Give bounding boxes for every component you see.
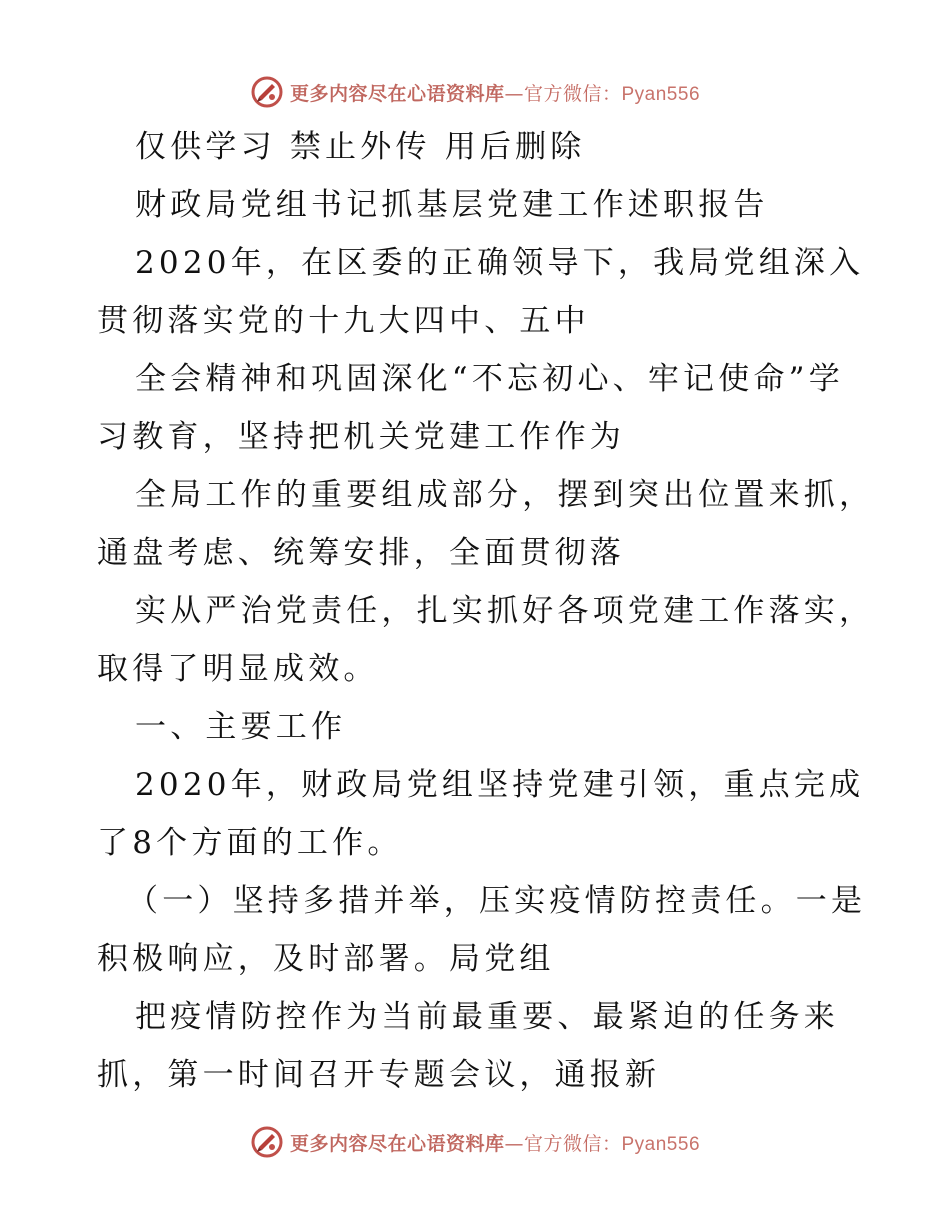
header-watermark bbox=[0, 72, 950, 112]
watermark-main: 更多内容尽在心语资料库 bbox=[289, 82, 505, 105]
watermark-main: 更多内容尽在心语资料库 bbox=[289, 1132, 505, 1155]
notice-line: 仅供学习 禁止外传 用后删除 bbox=[135, 129, 586, 165]
watermark-contact-label: 官方微信： bbox=[523, 82, 622, 105]
paragraph-line: 通盘考虑、统筹安排，全面贯彻落 bbox=[97, 535, 625, 571]
paragraph-line: 抓，第一时间召开专题会议，通报新 bbox=[97, 1057, 661, 1093]
paragraph-line: 了8个方面的工作。 bbox=[97, 825, 403, 861]
watermark-text bbox=[290, 79, 700, 106]
paragraph-line: 2020年，财政局党组坚持党建引领，重点完成 bbox=[135, 767, 865, 803]
watermark-wechat-id: Pyan556 bbox=[621, 1133, 701, 1155]
pen-logo-icon bbox=[250, 1125, 284, 1159]
subsection-line: （一）坚持多措并举，压实疫情防控责任。一是 bbox=[127, 883, 867, 919]
paragraph-line: 积极响应，及时部署。局党组 bbox=[97, 941, 555, 977]
watermark-dash: — bbox=[504, 1132, 524, 1155]
paragraph-line: 全局工作的重要组成部分，摆到突出位置来抓， bbox=[135, 477, 875, 513]
paragraph-line: 取得了明显成效。 bbox=[97, 651, 379, 687]
watermark-wechat-id: Pyan556 bbox=[621, 83, 701, 105]
footer-watermark bbox=[0, 1122, 950, 1162]
paragraph-line: 习教育，坚持把机关党建工作作为 bbox=[97, 419, 625, 455]
paragraph-line: 实从严治党责任，扎实抓好各项党建工作落实， bbox=[135, 593, 875, 629]
watermark-text bbox=[290, 1129, 700, 1156]
document-title: 财政局党组书记抓基层党建工作述职报告 bbox=[135, 187, 769, 223]
pen-logo-icon bbox=[250, 75, 284, 109]
document-body bbox=[97, 118, 875, 1104]
watermark-contact-label: 官方微信： bbox=[523, 1132, 622, 1155]
paragraph-line: 2020年，在区委的正确领导下，我局党组深入 bbox=[135, 245, 865, 281]
paragraph-line: 把疫情防控作为当前最重要、最紧迫的任务来 bbox=[135, 999, 839, 1035]
watermark-dash: — bbox=[504, 82, 524, 105]
section-heading: 一、主要工作 bbox=[135, 709, 347, 745]
paragraph-line: 全会精神和巩固深化“不忘初心、牢记使命”学 bbox=[135, 361, 844, 397]
paragraph-line: 贯彻落实党的十九大四中、五中 bbox=[97, 303, 590, 339]
